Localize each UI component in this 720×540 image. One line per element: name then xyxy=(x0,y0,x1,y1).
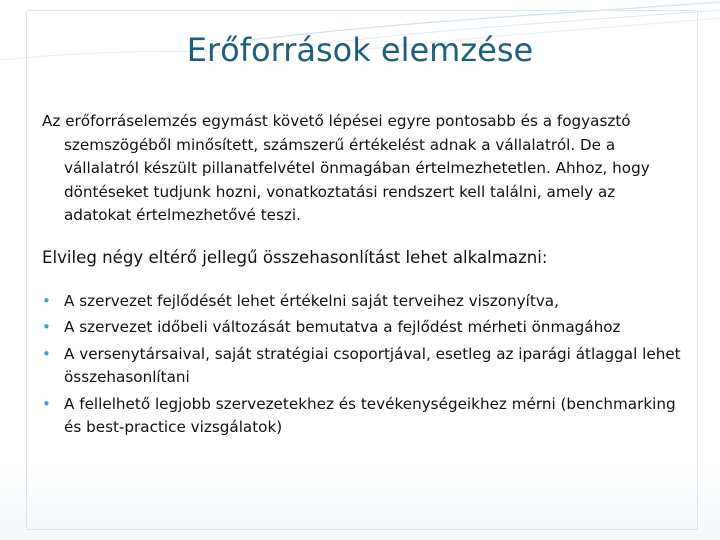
bullet-icon: • xyxy=(42,394,51,413)
list-item-text: A szervezet időbeli változását bemutatva a fejlődést mérheti önmagához xyxy=(64,318,621,337)
comparison-list xyxy=(42,290,682,439)
list-item xyxy=(42,290,682,313)
list-item-text: A fellelhető legjobb szervezetekhez és tevékenységeikhez mérni (benchmarking és best-practice vizsgálatok) xyxy=(64,394,676,436)
slide-body xyxy=(42,110,682,442)
comparison-lead: Elvileg négy eltérő jellegű összehasonlítást lehet alkalmazni: xyxy=(42,247,548,267)
list-item xyxy=(42,393,682,440)
bullet-icon: • xyxy=(42,344,51,363)
bullet-icon: • xyxy=(42,318,51,337)
list-item xyxy=(42,316,682,339)
list-item-text: A szervezet fejlődését lehet értékelni saját terveihez viszonyítva, xyxy=(64,291,559,310)
list-item xyxy=(42,343,682,390)
intro-paragraph: Az erőforráselemzés egymást követő lépései egyre pontosabb és a fogyasztó szemszögéből minősített, számszerű értékelést adnak a vállalatról. De a vállalatról készült pillanatfelvétel önmagában értelmezhetetlen. Ahhoz, hogy döntéseket tudjunk hozni, vonatkoztatási rendszert kell találni, amely az adatokat értelmezhetővé teszi. xyxy=(42,112,650,225)
slide-title: Erőforrások elemzése xyxy=(186,31,534,69)
list-item-text: A versenytársaival, saját stratégiai csoportjával, esetleg az iparági átlaggal lehet összehasonlítani xyxy=(64,344,681,387)
bullet-icon: • xyxy=(42,291,51,310)
